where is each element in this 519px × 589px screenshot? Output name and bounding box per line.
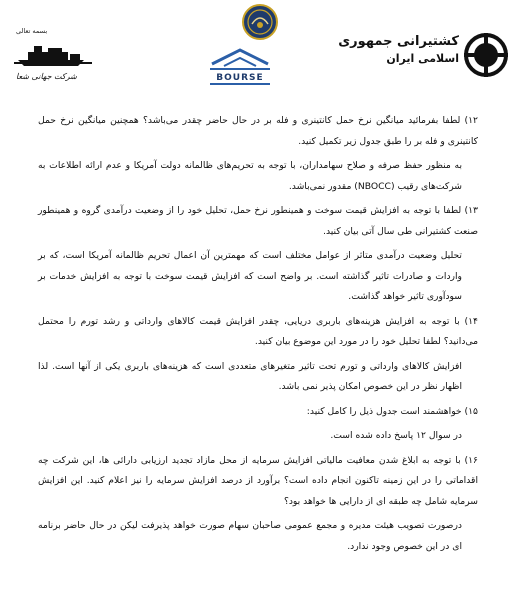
answer-13: تحلیل وضعیت درآمدی متاثر از عوامل مختلف است که مهمترین آن اعمال تحریم ظالمانه آمریکا است، که بر واردات و صادرات تاثیر گذاشته است. بر واضح است که افزایش قیمت سوخت با توجه به افزایش خدمات بر سودآوری تاثیر خواهد گذاشت. [38,250,462,302]
answer-14: افزایش کالاهای وارداتی و تورم تحت تاثیر متغیرهای متعددی است که هزینه‌های باربری یکی از آنها است. لذا اظهار نظر در این خصوص امکان پذیر نمی باشد. [38,360,462,392]
answer-15: در سوال ۱۲ پاسخ داده شده است. [330,430,462,441]
letterhead [0,0,519,92]
bourse-wordmark: BOURSE [216,73,264,83]
question-15: ۱۵) خواهشمند است جدول ذیل را کامل کنید: [306,405,478,417]
bourse-logo [200,44,280,88]
irisl-title: کشتیرانی جمهوری [338,34,459,49]
ship-logo [14,40,92,70]
left-company-name: شرکت جهانی شعا [16,72,77,81]
irisl-logo [463,32,509,78]
question-14: ۱۴) با توجه به افزایش هزینه‌های باربری دریایی، چقدر افزایش قیمت کالاهای وارداتی و رشد تورم را محتمل می‌دانید؟ لطفا تحلیل خود را در مورد این موضوع بیان کنید. [38,315,478,347]
question-13: ۱۳) لطفا با توجه به افزایش قیمت سوخت و همینطور نرخ حمل، تحلیل خود را از وضعیت درآمدی گروه و همینطور صنعت کشتیرانی طی سال آتی بیان کنید. [38,205,478,237]
answer-16: درصورت تصویب هیئت مدیره و مجمع عمومی صاحبان سهام صورت خواهد پذیرفت لیکن در حال حاضر برنامه ای در این خصوص وجود ندارد. [38,520,462,552]
answer-12: به منظور حفظ صرفه و صلاح سهامداران، با توجه به تحریم‌های ظالمانه دولت آمریکا و عدم ارائه اطلاعات به شرکت‌های رقیب (NBOCC) مقدور نمی‌باشد. [38,160,462,192]
question-16: ۱۶) با توجه به ابلاغ شدن معافیت مالیاتی افزایش سرمایه از محل مازاد تجدید ارزیابی دارائی ها، این شرکت چه اقداماتی را در این زمینه تاکنون انجام داده است؟ برآورد از درصد افزایش سرمایه را نیز اعلام کنید. این افزایش سرمایه شامل چه طبقه ای از دارایی ها خواهد بود؟ [38,454,478,507]
document-body [38,111,478,561]
header-left-caption: بسمه تعالی [16,27,48,35]
irisl-subtitle: اسلامی ایران [386,52,459,65]
question-12: ۱۲) لطفا بفرمائید میانگین نرخ حمل کانتینری و فله بر در حال حاضر چقدر می‌باشد؟ همچنین میانگین نرخ حمل کانتینری و فله بر را طبق جدول زیر تکمیل کنید. [38,115,478,147]
bourse-emblem-icon [242,2,278,42]
